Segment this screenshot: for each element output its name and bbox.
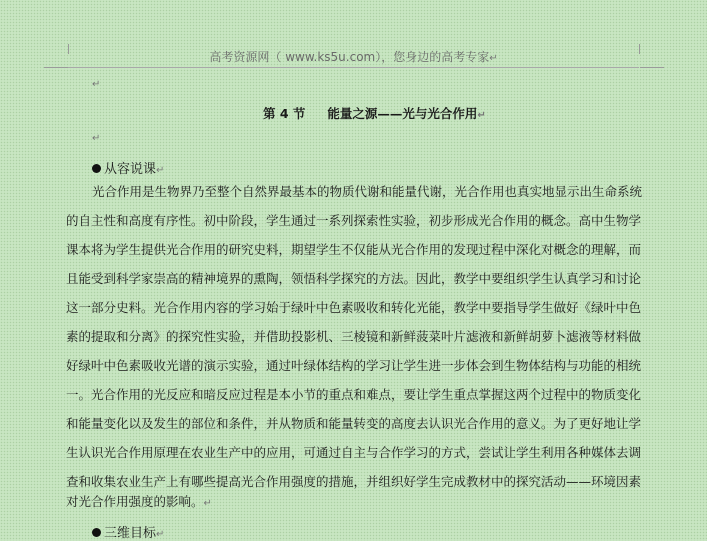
heading-objectives bbox=[92, 522, 164, 541]
header-text: 高考资源网（ www.ks5u.com），您身边的高考专家 bbox=[209, 50, 490, 64]
header-rule bbox=[68, 67, 639, 68]
body-line-last bbox=[66, 494, 644, 512]
paragraph-mark-icon: ↵ bbox=[92, 79, 101, 90]
body-line: 且能受到科学家崇高的精神境界的熏陶，领悟科学探究的方法。因此，教学中要组织学生认真学习和讨论 bbox=[66, 271, 642, 286]
heading-intro bbox=[92, 158, 164, 177]
body-line: 的自主性和高度有序性。初中阶段，学生通过一系列探索性实验，初步形成光合作用的概念。高中生物学 bbox=[66, 213, 642, 228]
body-line: 课本将为学生提供光合作用的研究史料，期望学生不仅能从光合作用的发现过程中深化对概念的理解，而 bbox=[66, 242, 642, 257]
body-line: 一。光合作用的光反应和暗反应过程是本小节的重点和难点，要让学生重点掌握这两个过程中的物质变化 bbox=[66, 387, 642, 402]
paragraph-mark-icon: ↵ bbox=[203, 498, 212, 509]
paragraph-mark-icon: ↵ bbox=[489, 53, 498, 64]
heading-text: 从容说课 bbox=[104, 162, 157, 177]
paragraph-mark-icon: ↵ bbox=[156, 165, 165, 176]
section-number: 第 4 节 bbox=[263, 106, 306, 121]
body-line: 查和收集农业生产上有哪些提高光合作用强度的措施，并组织好学生完成教材中的探究活动——环境因素 bbox=[66, 474, 642, 489]
page-header bbox=[0, 48, 707, 65]
body-line: 这一部分史料。光合作用内容的学习始于绿叶中色素吸收和转化光能，教学中要指导学生做好《绿叶中色 bbox=[66, 300, 642, 315]
paragraph-mark-icon: ↵ bbox=[477, 110, 486, 121]
body-line: 光合作用是生物界乃至整个自然界最基本的物质代谢和能量代谢，光合作用也真实地显示出生命系统 bbox=[92, 184, 643, 199]
crop-mark-right-horizontal bbox=[640, 67, 664, 68]
body-line-text: 对光合作用强度的影响。 bbox=[66, 494, 204, 509]
empty-paragraph bbox=[92, 76, 100, 93]
paragraph-mark-icon: ↵ bbox=[92, 133, 101, 144]
body-line: 素的提取和分离》的探究性实验，并借助投影机、三棱镜和新鲜菠菜叶片滤液和新鲜胡萝卜滤液等材料做 bbox=[66, 329, 642, 344]
body-line: 生认识光合作用原理在农业生产中的应用，可通过自主与合作学习的方式，尝试让学生利用各种媒体去调 bbox=[66, 445, 642, 460]
paragraph-mark-icon: ↵ bbox=[156, 529, 165, 540]
section-name: 能量之源——光与光合作用 bbox=[327, 106, 478, 121]
crop-mark-left-horizontal bbox=[44, 67, 68, 68]
empty-paragraph bbox=[92, 130, 100, 147]
body-line: 和能量变化以及发生的部位和条件，并从物质和能量转变的高度去认识光合作用的意义。为了更好地让学 bbox=[66, 416, 642, 431]
bullet-icon bbox=[92, 164, 101, 173]
body-line: 好绿叶中色素吸收光谱的演示实验，通过叶绿体结构的学习让学生进一步体会到生物体结构与功能的相统 bbox=[66, 358, 642, 373]
bullet-icon bbox=[92, 528, 101, 537]
heading-text: 三维目标 bbox=[104, 526, 157, 541]
section-title bbox=[263, 104, 486, 122]
